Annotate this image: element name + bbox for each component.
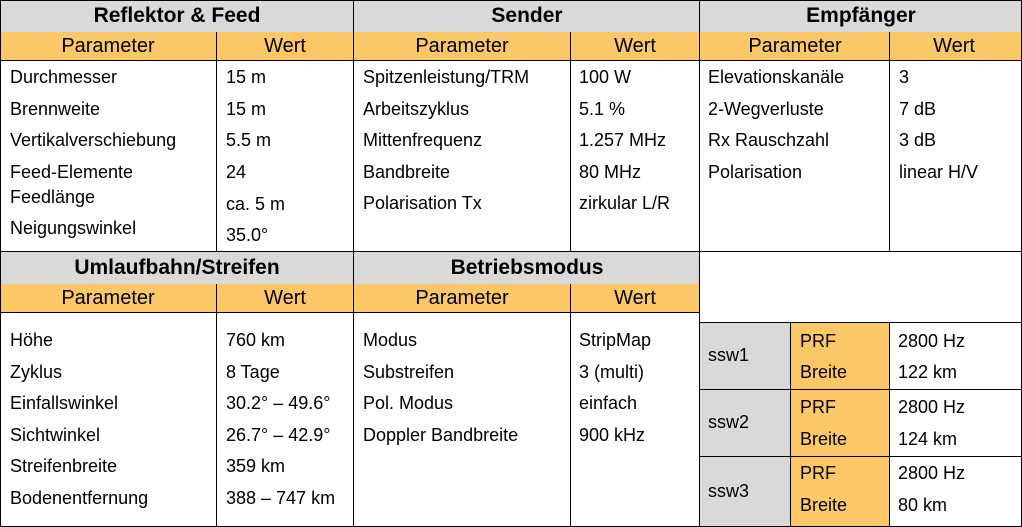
column-header-parameter: Parameter xyxy=(748,34,842,57)
column-header-parameter: Parameter xyxy=(61,286,155,309)
param-value: 35.0° xyxy=(226,225,269,245)
param-label: Feedlänge xyxy=(10,187,96,207)
param-value: 5.1 % xyxy=(579,99,626,119)
param-value: 80 MHz xyxy=(579,162,642,182)
ssw-divider xyxy=(700,322,1022,323)
column-header-parameter: Parameter xyxy=(415,286,509,309)
ssw-name: ssw2 xyxy=(700,389,790,456)
column-divider xyxy=(216,284,217,527)
param-value: 26.7° – 42.9° xyxy=(226,425,331,445)
param-value: 15 m xyxy=(226,67,267,87)
param-label: Sichtwinkel xyxy=(10,425,101,445)
param-label: 2-Wegverluste xyxy=(708,99,824,119)
param-label: Doppler Bandbreite xyxy=(363,425,519,445)
ssw-breite-value: 124 km xyxy=(898,429,958,449)
section-title: Betriebsmodus xyxy=(354,252,700,285)
column-header-wert: Wert xyxy=(614,34,656,57)
column-header-row xyxy=(354,284,700,313)
column-divider xyxy=(216,32,217,252)
ssw-prf-label: PRF xyxy=(800,463,836,483)
param-value: 100 W xyxy=(579,67,632,87)
column-header-row xyxy=(0,32,354,61)
section-divider xyxy=(699,0,700,527)
section-title: Reflektor & Feed xyxy=(0,0,354,33)
param-label: Bandbreite xyxy=(363,162,451,182)
param-label: Brennweite xyxy=(10,99,101,119)
param-label: Substreifen xyxy=(363,362,455,382)
param-label: Bodenentfernung xyxy=(10,488,149,508)
column-header-parameter: Parameter xyxy=(415,34,509,57)
table-row-divider xyxy=(0,251,1022,252)
table-border-top xyxy=(0,0,1022,1)
ssw-divider xyxy=(790,322,791,527)
param-label: Pol. Modus xyxy=(363,393,454,413)
param-value: 5.5 m xyxy=(226,130,272,150)
param-value: StripMap xyxy=(579,330,652,350)
column-header-wert: Wert xyxy=(264,34,306,57)
ssw-prf-label: PRF xyxy=(800,331,836,351)
param-value: 3 xyxy=(899,67,910,87)
column-header-parameter: Parameter xyxy=(61,34,155,57)
ssw-table xyxy=(700,322,1022,527)
param-value: 388 – 747 km xyxy=(226,488,336,508)
section-reflektor-feed xyxy=(0,0,354,252)
ssw-name: ssw1 xyxy=(700,322,790,389)
param-value: 3 dB xyxy=(899,130,937,150)
param-label: Einfallswinkel xyxy=(10,393,119,413)
param-value: zirkular L/R xyxy=(579,193,671,213)
param-label: Vertikalverschiebung xyxy=(10,130,177,150)
param-label: Polarisation xyxy=(708,162,803,182)
param-label: Zyklus xyxy=(10,362,63,382)
column-header-row xyxy=(700,32,1022,61)
param-label: Elevationskanäle xyxy=(708,67,845,87)
column-divider xyxy=(889,32,890,252)
column-divider xyxy=(570,32,571,252)
ssw-divider xyxy=(700,456,1022,457)
column-header-row xyxy=(354,32,700,61)
ssw-prf-value: 2800 Hz xyxy=(898,331,966,351)
ssw-breite-label: Breite xyxy=(800,429,848,449)
param-label: Streifenbreite xyxy=(10,456,118,476)
column-header-wert: Wert xyxy=(933,34,975,57)
ssw-divider xyxy=(889,322,890,527)
ssw-prf-label: PRF xyxy=(800,397,836,417)
param-value: 8 Tage xyxy=(226,362,280,382)
param-value: ca. 5 m xyxy=(226,194,286,214)
param-value: 24 xyxy=(226,162,247,182)
param-label: Arbeitszyklus xyxy=(363,99,470,119)
table-border-left xyxy=(0,0,1,527)
param-value: 359 km xyxy=(226,456,286,476)
column-header-wert: Wert xyxy=(264,286,306,309)
section-empfaenger xyxy=(700,0,1022,252)
param-value: 760 km xyxy=(226,330,286,350)
param-value: einfach xyxy=(579,393,638,413)
column-header-row xyxy=(0,284,354,313)
param-label: Höhe xyxy=(10,330,54,350)
ssw-prf-value: 2800 Hz xyxy=(898,463,966,483)
section-title: Sender xyxy=(354,0,700,33)
column-divider xyxy=(570,284,571,527)
section-title: Empfänger xyxy=(700,0,1022,33)
column-header-wert: Wert xyxy=(614,286,656,309)
param-value: 1.257 MHz xyxy=(579,130,667,150)
ssw-prf-value: 2800 Hz xyxy=(898,397,966,417)
param-label: Neigungswinkel xyxy=(10,218,137,238)
param-value: linear H/V xyxy=(899,162,979,182)
section-sender xyxy=(354,0,700,252)
section-divider xyxy=(353,0,354,527)
section-title: Umlaufbahn/Streifen xyxy=(0,252,354,285)
ssw-divider xyxy=(700,389,1022,390)
section-umlaufbahn-streifen xyxy=(0,252,354,527)
param-label: Rx Rauschzahl xyxy=(708,130,830,150)
param-label: Feed-Elemente xyxy=(10,162,134,182)
param-value: 7 dB xyxy=(899,99,937,119)
param-label: Modus xyxy=(363,330,418,350)
param-label: Durchmesser xyxy=(10,67,118,87)
param-value: 15 m xyxy=(226,99,267,119)
param-value: 30.2° – 49.6° xyxy=(226,393,331,413)
ssw-name: ssw3 xyxy=(700,456,790,527)
param-label: Polarisation Tx xyxy=(363,193,482,213)
param-label: Spitzenleistung/TRM xyxy=(363,67,530,87)
ssw-breite-label: Breite xyxy=(800,495,848,515)
ssw-breite-value: 122 km xyxy=(898,362,958,382)
ssw-breite-label: Breite xyxy=(800,362,848,382)
section-betriebsmodus xyxy=(354,252,700,527)
param-value: 3 (multi) xyxy=(579,362,645,382)
param-label: Mittenfrequenz xyxy=(363,130,483,150)
param-value: 900 kHz xyxy=(579,425,646,445)
ssw-breite-value: 80 km xyxy=(898,495,948,515)
